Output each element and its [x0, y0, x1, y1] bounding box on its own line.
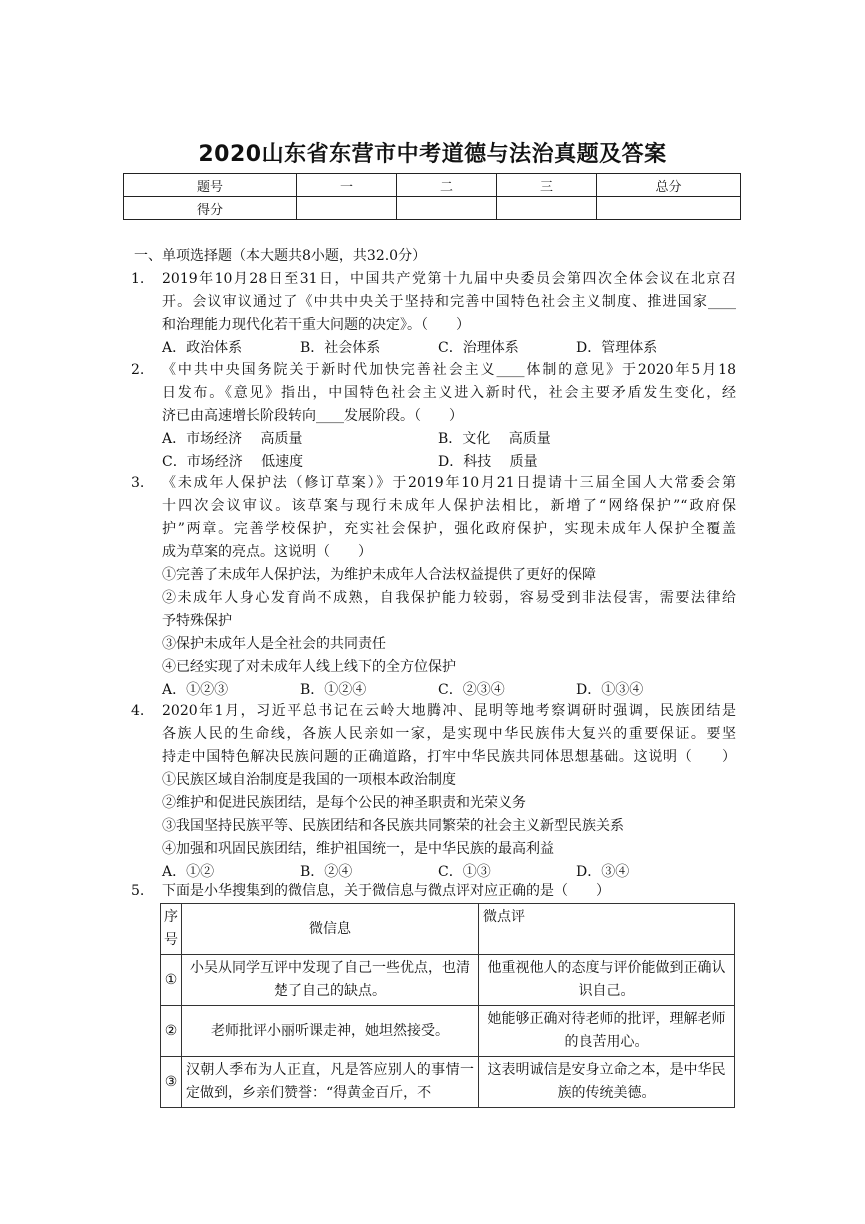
score-cell[interactable] — [597, 197, 741, 220]
micro-info-table — [160, 903, 735, 1108]
question-number: 1. — [131, 271, 145, 287]
question-body — [162, 700, 736, 884]
statement: ②维护和促进民族团结，是每个公民的神圣职责和光荣义务 — [162, 795, 526, 811]
question-number: 3. — [131, 475, 145, 491]
statement: ④已经实现了对未成年人线上线下的全方位保护 — [162, 659, 456, 675]
option-d[interactable]: D．管理体系 — [576, 340, 658, 356]
question-line: 下面是小华搜集到的微信息，关于微信息与微点评对应正确的是（ ） — [162, 883, 610, 899]
statement: ①民族区域自治制度是我国的一项根本政治制度 — [162, 772, 456, 788]
header-comment: 微点评 — [479, 904, 735, 955]
question-body — [162, 472, 736, 702]
question-body — [162, 268, 736, 360]
option-c[interactable]: C．①③ — [438, 864, 491, 880]
option-c[interactable]: C．市场经济 低速度 — [162, 454, 304, 470]
question-line: 济已由高速增长阶段转向____发展阶段。（ ） — [162, 408, 463, 424]
row-no: ② — [161, 1006, 182, 1057]
option-c[interactable]: C．②③④ — [438, 682, 505, 698]
score-header-cell: 题号 — [124, 174, 297, 197]
option-d[interactable]: D．科技 质量 — [438, 454, 538, 470]
option-a[interactable]: A．市场经济 高质量 — [162, 431, 303, 447]
option-d[interactable]: D．①③④ — [576, 682, 644, 698]
option-b[interactable]: B．①②④ — [300, 682, 367, 698]
statement: 予特殊保护 — [162, 613, 232, 629]
score-cell[interactable] — [297, 197, 397, 220]
option-d[interactable]: D．③④ — [576, 864, 630, 880]
question-number: 5. — [131, 883, 145, 899]
question-line: 护”两章。完善学校保护，充实社会保护，强化政府保护，实现未成年人保护全覆盖 — [162, 521, 736, 537]
question-line: 持走中国特色解决民族问题的正确道路，打牢中华民族共同体思想基础。这说明（ ） — [162, 749, 736, 765]
row-info: 老师批评小丽听课走神，她坦然接受。 — [182, 1006, 479, 1057]
header-info: 微信息 — [182, 904, 479, 955]
question-body — [162, 359, 736, 474]
statement: ④加强和巩固民族团结，维护祖国统一，是中华民族的最高利益 — [162, 841, 554, 857]
row-info: 汉朝人季布为人正直，凡是答应别人的事情一定做到，乡亲们赞誉：“得黄金百斤，不 — [182, 1057, 479, 1108]
options-row — [162, 451, 736, 474]
question-line: 各族人民的生命线，各族人民亲如一家，是实现中华民族伟大复兴的重要保证。要坚 — [162, 726, 736, 742]
table-row — [161, 1057, 735, 1108]
score-header-cell: 三 — [497, 174, 597, 197]
option-b[interactable]: B．②④ — [300, 864, 353, 880]
score-table-score-row — [124, 197, 741, 220]
row-no: ③ — [161, 1057, 182, 1108]
question-line: 2019年10月28日至31日，中国共产党第十九届中央委员会第四次全体会议在北京召 — [162, 271, 736, 287]
question-line: 日发布。《意见》指出，中国特色社会主义进入新时代，社会主要矛盾发生变化，经 — [162, 385, 736, 401]
options-row — [162, 428, 736, 451]
question-line: 成为草案的亮点。这说明（ ） — [162, 544, 372, 560]
score-header-cell: 一 — [297, 174, 397, 197]
question-body — [162, 880, 736, 903]
question-line: 《未成年人保护法（修订草案）》于2019年10月21日提请十三届全国人大常委会第 — [162, 475, 736, 491]
section-heading: 一、单项选择题（本大题共8小题，共32.0分） — [134, 248, 427, 264]
option-a[interactable]: A．①② — [162, 864, 215, 880]
question-line: 开。会议审议通过了《中共中央关于坚持和完善中国特色社会主义制度、推进国家____ — [162, 294, 736, 310]
row-comment: 他重视他人的态度与评价能做到正确认识自己。 — [479, 955, 735, 1006]
score-cell[interactable] — [497, 197, 597, 220]
question-line: 《中共中央国务院关于新时代加快完善社会主义____体制的意见》于2020年5月18 — [162, 362, 736, 378]
score-row-label: 得分 — [124, 197, 297, 220]
score-cell[interactable] — [397, 197, 497, 220]
question-line: 十四次会议审议。该草案与现行未成年人保护法相比，新增了“网络保护”“政府保 — [162, 498, 736, 514]
option-b[interactable]: B．社会体系 — [300, 340, 381, 356]
row-comment: 她能够正确对待老师的批评，理解老师的良苦用心。 — [479, 1006, 735, 1057]
exam-title: 2020山东省东营市中考道德与法治真题及答案 — [198, 142, 667, 167]
score-table-header-row — [124, 174, 741, 197]
question-number: 4. — [131, 703, 145, 719]
statement: ③保护未成年人是全社会的共同责任 — [162, 636, 386, 652]
question-line: 和治理能力现代化若干重大问题的决定》。（ ） — [162, 317, 470, 333]
score-table — [123, 173, 741, 220]
micro-table-header-row — [161, 904, 735, 955]
row-comment: 这表明诚信是安身立命之本，是中华民族的传统美德。 — [479, 1057, 735, 1108]
table-row — [161, 955, 735, 1006]
option-c[interactable]: C．治理体系 — [438, 340, 519, 356]
row-no: ① — [161, 955, 182, 1006]
question-line: 2020年1月，习近平总书记在云岭大地腾冲、昆明等地考察调研时强调，民族团结是 — [162, 703, 736, 719]
statement: ③我国坚持民族平等、民族团结和各民族共同繁荣的社会主义新型民族关系 — [162, 818, 624, 834]
header-no: 序号 — [161, 904, 182, 955]
option-b[interactable]: B．文化 高质量 — [438, 431, 551, 447]
statement: ①完善了未成年人保护法，为维护未成年人合法权益提供了更好的保障 — [162, 567, 596, 583]
question-number: 2. — [131, 362, 145, 378]
option-a[interactable]: A．政治体系 — [162, 340, 243, 356]
option-a[interactable]: A．①②③ — [162, 682, 229, 698]
score-header-cell: 总分 — [597, 174, 741, 197]
options-row — [162, 679, 736, 702]
score-header-cell: 二 — [397, 174, 497, 197]
statement: ②未成年人身心发育尚不成熟，自我保护能力较弱，容易受到非法侵害，需要法律给 — [162, 590, 736, 606]
options-row — [162, 337, 736, 360]
table-row — [161, 1006, 735, 1057]
row-info: 小吴从同学互评中发现了自己一些优点，也清楚了自己的缺点。 — [182, 955, 479, 1006]
